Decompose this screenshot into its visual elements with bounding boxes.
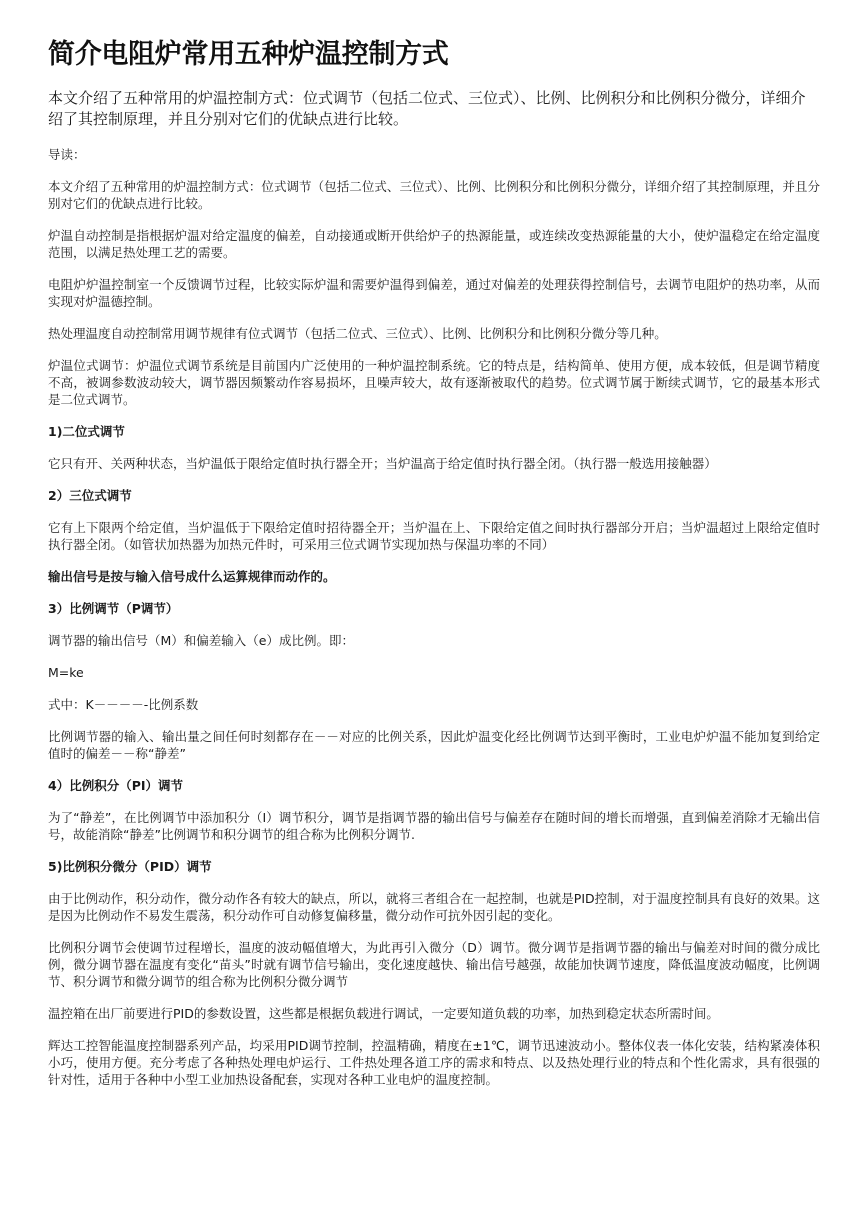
body-paragraph: 比例调节器的输入、输出量之间任何时刻都存在－－对应的比例关系，因此炉温变化经比例调节达到平衡时，工业电炉炉温不能加复到给定值时的偏差－－称“静差” [48, 729, 820, 761]
body-paragraph: 它只有开、关两种状态，当炉温低于限给定值时执行器全开；当炉温高于给定值时执行器全闭。（执行器一般选用接触器） [48, 456, 717, 471]
document-body [48, 146, 820, 1088]
body-paragraph: 炉温位式调节：炉温位式调节系统是目前国内广泛使用的一种炉温控制系统。它的特点是，结构简单、使用方便，成本较低，但是调节精度不高，被调参数波动较大，调节器因频繁动作容易损坏，且噪声较大，故有逐渐被取代的趋势。位式调节属于断续式调节，它的最基本形式是二位式调节。 [48, 358, 820, 407]
section-heading: 5)比例积分微分（PID）调节 [48, 859, 212, 874]
body-paragraph: 导读： [48, 147, 86, 162]
body-paragraph: 电阻炉炉温控制室一个反馈调节过程，比较实际炉温和需要炉温得到偏差，通过对偏差的处理获得控制信号，去调节电阻炉的热功率，从而实现对炉温德控制。 [48, 277, 820, 309]
body-paragraph: 由于比例动作，积分动作，微分动作各有较大的缺点，所以，就将三者组合在一起控制，也就是PID控制，对于温度控制具有良好的效果。这是因为比例动作不易发生震荡，积分动作可自动修复偏移量，微分动作可抗外因引起的变化。 [48, 891, 820, 923]
body-paragraph: M=ke [48, 665, 84, 680]
body-paragraph: 调节器的输出信号（M）和偏差输入（e）成比例。即： [48, 633, 354, 648]
body-paragraph: 式中：K－－－－-比例系数 [48, 697, 199, 712]
section-heading: 1)二位式调节 [48, 424, 125, 439]
document-title: 简介电阻炉常用五种炉温控制方式 [48, 39, 449, 70]
body-paragraph: 炉温自动控制是指根据炉温对给定温度的偏差，自动接通或断开供给炉子的热源能量，或连续改变热源能量的大小，使炉温稳定在给定温度范围，以满足热处理工艺的需要。 [48, 228, 820, 260]
body-paragraph: 辉达工控智能温度控制器系列产品，均采用PID调节控制，控温精确，精度在±1℃，调节迅速波动小。整体仪表一体化安装，结构紧凑体积小巧，使用方便。充分考虑了各种热处理电炉运行、工件热处理各道工序的需求和特点、以及热处理行业的特点和个性化需求，具有很强的针对性，适用于各种中小型工业加热设备配套，实现对各种工业电炉的温度控制。 [48, 1038, 820, 1087]
body-paragraph: 热处理温度自动控制常用调节规律有位式调节（包括二位式、三位式）、比例、比例积分和比例积分微分等几种。 [48, 326, 667, 341]
section-heading: 2）三位式调节 [48, 488, 132, 503]
section-heading: 4）比例积分（PI）调节 [48, 778, 184, 793]
section-heading: 3）比例调节（P调节） [48, 601, 179, 616]
document-summary: 本文介绍了五种常用的炉温控制方式：位式调节（包括二位式、三位式）、比例、比例积分和比例积分微分，详细介绍了其控制原理，并且分别对它们的优缺点进行比较。 [48, 89, 806, 128]
body-paragraph: 比例积分调节会使调节过程增长，温度的波动幅值增大，为此再引入微分（D）调节。微分调节是指调节器的输出与偏差对时间的微分成比例，微分调节器在温度有变化“苗头”时就有调节信号输出，变化速度越快、输出信号越强，故能加快调节速度，降低温度波动幅度，比例调节、积分调节和微分调节的组合称为比例积分微分调节 [48, 940, 820, 989]
body-paragraph: 温控箱在出厂前要进行PID的参数设置，这些都是根据负载进行调试，一定要知道负载的功率，加热到稳定状态所需时间。 [48, 1006, 719, 1021]
body-paragraph: 本文介绍了五种常用的炉温控制方式：位式调节（包括二位式、三位式）、比例、比例积分和比例积分微分，详细介绍了其控制原理，并且分别对它们的优缺点进行比较。 [48, 179, 820, 211]
section-heading: 输出信号是按与输入信号成什么运算规律而动作的。 [48, 569, 336, 584]
body-paragraph: 它有上下限两个给定值，当炉温低于下限给定值时招待器全开；当炉温在上、下限给定值之间时执行器部分开启；当炉温超过上限给定值时执行器全闭。（如管状加热器为加热元件时，可采用三位式调节实现加热与保温功率的不同） [48, 520, 820, 552]
body-paragraph: 为了“静差”，在比例调节中添加积分（I）调节积分，调节是指调节器的输出信号与偏差存在随时间的增长而增强，直到偏差消除才无输出信号，故能消除“静差”比例调节和积分调节的组合称为比例积分调节. [48, 810, 820, 842]
